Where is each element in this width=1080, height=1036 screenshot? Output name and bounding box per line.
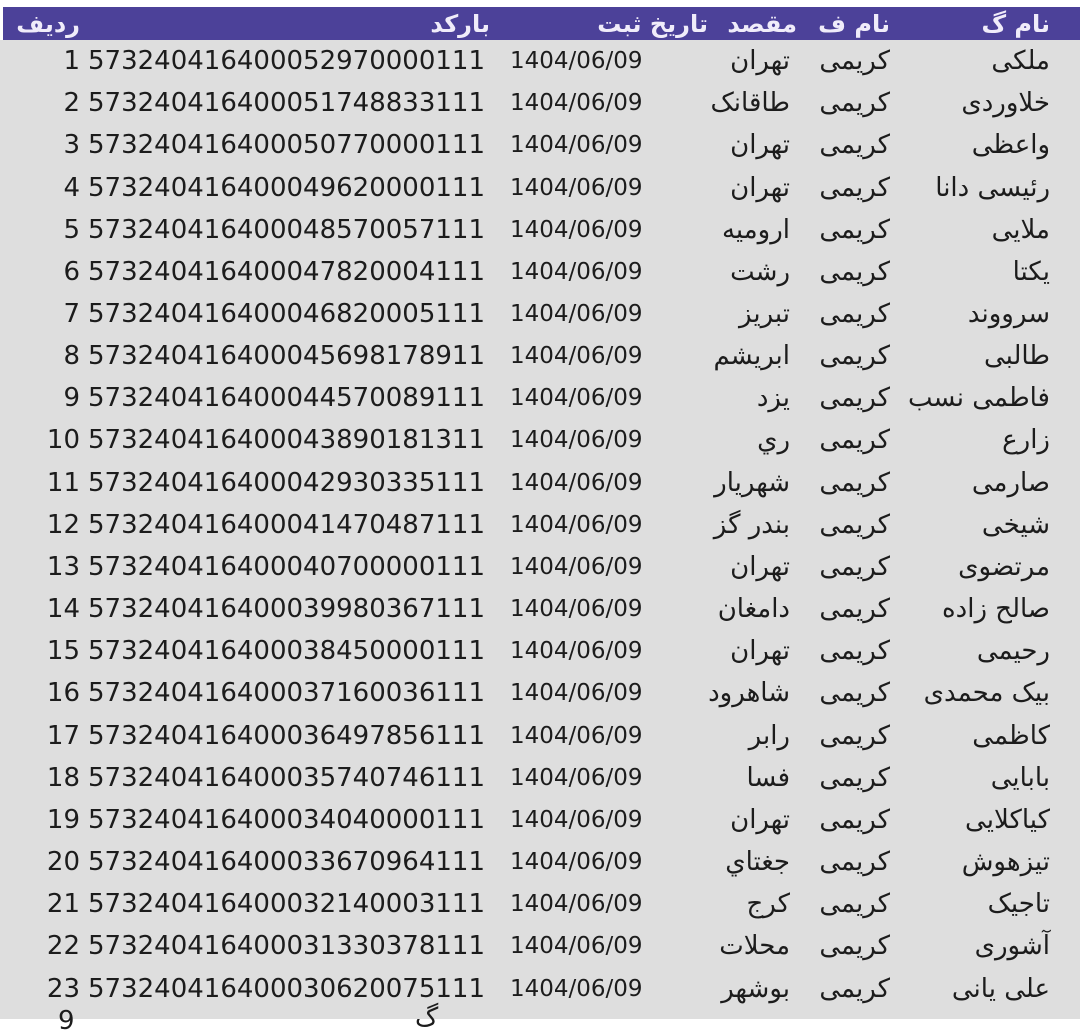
- first-name-cell: کریمی: [819, 299, 890, 330]
- row-number-cell: 16: [46, 678, 80, 709]
- table-header: [0, 7, 1080, 40]
- top-margin-strip: [0, 0, 1080, 7]
- family-name-cell: رئیسی دانا: [935, 172, 1050, 203]
- first-name-cell: کریمی: [819, 804, 890, 835]
- destination-cell: تهران: [730, 804, 790, 835]
- row-number-cell: 11: [46, 467, 80, 498]
- destination-cell: تهران: [730, 551, 790, 582]
- register-date-cell: 1404/06/09: [510, 511, 643, 538]
- row-number-cell: 10: [46, 425, 80, 456]
- table-row[interactable]: [0, 293, 1080, 335]
- destination-cell: شاهرود: [708, 678, 790, 709]
- destination-cell: طاقانک: [710, 88, 790, 119]
- first-name-cell: کریمی: [819, 383, 890, 414]
- header-left-gap: [0, 7, 3, 40]
- first-name-cell: کریمی: [819, 341, 890, 372]
- row-number-cell: 17: [46, 720, 80, 751]
- row-number-cell: 21: [46, 889, 80, 920]
- destination-cell: رابر: [748, 720, 790, 751]
- destination-cell: محلات: [719, 931, 790, 962]
- destination-cell: ري: [757, 425, 790, 456]
- barcode-cell: 573240416400051748833111: [88, 88, 486, 119]
- barcode-cell: 573240416400047820004111: [88, 256, 486, 287]
- table-row[interactable]: [0, 335, 1080, 377]
- family-name-cell: فاطمی نسب: [908, 383, 1050, 414]
- header-first-name[interactable]: نام ف: [812, 7, 902, 40]
- family-name-cell: ملایی: [991, 214, 1050, 245]
- family-name-cell: مرتضوی: [958, 551, 1050, 582]
- first-name-cell: کریمی: [819, 256, 890, 287]
- family-name-cell: تاجیک: [987, 889, 1050, 920]
- row-number-cell: 8: [63, 341, 80, 372]
- table-row[interactable]: [0, 209, 1080, 251]
- register-date-cell: 1404/06/09: [510, 553, 643, 580]
- table-row[interactable]: [0, 883, 1080, 925]
- family-name-cell: کیاکلایی: [965, 804, 1050, 835]
- barcode-cell: 573240416400050770000111: [88, 130, 486, 161]
- destination-cell: رشت: [730, 256, 790, 287]
- first-name-cell: کریمی: [819, 594, 890, 625]
- destination-cell: ابریشم: [713, 341, 790, 372]
- register-date-cell: 1404/06/09: [510, 638, 643, 665]
- shipments-table-area: [0, 7, 1080, 1036]
- table-row[interactable]: [0, 588, 1080, 630]
- family-name-cell: رحیمی: [976, 636, 1050, 667]
- register-date-cell: 1404/06/09: [510, 427, 643, 454]
- register-date-cell: 1404/06/09: [510, 385, 643, 412]
- row-number-cell: 22: [46, 931, 80, 962]
- destination-cell: تهران: [730, 130, 790, 161]
- table-row[interactable]: [0, 841, 1080, 883]
- barcode-cell: 573240416400036497856111: [88, 720, 486, 751]
- first-name-cell: کریمی: [819, 467, 890, 498]
- first-name-cell: کریمی: [819, 425, 890, 456]
- destination-cell: تهران: [730, 46, 790, 77]
- table-row[interactable]: [0, 82, 1080, 124]
- first-name-cell: کریمی: [819, 636, 890, 667]
- partial-row-number-fragment: 9: [58, 1006, 75, 1036]
- row-number-cell: 5: [63, 214, 80, 245]
- table-row[interactable]: [0, 630, 1080, 672]
- register-date-cell: 1404/06/09: [510, 680, 643, 707]
- register-date-cell: 1404/06/09: [510, 806, 643, 833]
- barcode-cell: 573240416400033670964111: [88, 847, 486, 878]
- row-number-cell: 2: [63, 88, 80, 119]
- table-row[interactable]: [0, 715, 1080, 757]
- first-name-cell: کریمی: [819, 130, 890, 161]
- register-date-cell: 1404/06/09: [510, 933, 643, 960]
- table-row[interactable]: [0, 757, 1080, 799]
- register-date-cell: 1404/06/09: [510, 596, 643, 623]
- register-date-cell: 1404/06/09: [510, 722, 643, 749]
- table-body: [0, 40, 1080, 1010]
- barcode-cell: 573240416400048570057111: [88, 214, 486, 245]
- barcode-cell: 573240416400045698178911: [88, 341, 486, 372]
- register-date-cell: 1404/06/09: [510, 891, 643, 918]
- family-name-cell: طالبی: [983, 341, 1050, 372]
- first-name-cell: کریمی: [819, 172, 890, 203]
- register-date-cell: 1404/06/09: [510, 764, 643, 791]
- family-name-cell: صارمی: [971, 467, 1050, 498]
- destination-cell: جغتاي: [725, 847, 790, 878]
- first-name-cell: کریمی: [819, 720, 890, 751]
- table-row[interactable]: [0, 672, 1080, 714]
- row-number-cell: 13: [46, 551, 80, 582]
- shipments-table: [0, 7, 1080, 1010]
- family-name-cell: تیزهوش: [961, 847, 1050, 878]
- header-row: [0, 7, 1080, 40]
- table-row[interactable]: [0, 799, 1080, 841]
- table-row[interactable]: [0, 40, 1080, 82]
- family-name-cell: کاظمی: [972, 720, 1050, 751]
- table-row[interactable]: [0, 462, 1080, 504]
- row-number-cell: 23: [46, 973, 80, 1004]
- row-number-cell: 9: [63, 383, 80, 414]
- family-name-cell: یکتا: [1012, 256, 1050, 287]
- row-number-cell: 1: [63, 46, 80, 77]
- register-date-cell: 1404/06/09: [510, 174, 643, 201]
- header-family-name[interactable]: نام گ: [902, 7, 1080, 40]
- register-date-cell: 1404/06/09: [510, 48, 643, 75]
- family-name-cell: بیک محمدی: [923, 678, 1050, 709]
- table-row[interactable]: [0, 251, 1080, 293]
- header-destination[interactable]: مقصد: [710, 7, 812, 40]
- first-name-cell: کریمی: [819, 973, 890, 1004]
- table-row[interactable]: [0, 419, 1080, 461]
- register-date-cell: 1404/06/09: [510, 343, 643, 370]
- register-date-cell: 1404/06/09: [510, 216, 643, 243]
- barcode-cell: 573240416400040700000111: [88, 551, 486, 582]
- barcode-cell: 573240416400038450000111: [88, 636, 486, 667]
- row-number-cell: 12: [46, 509, 80, 540]
- table-row[interactable]: [0, 124, 1080, 166]
- row-number-cell: 6: [63, 256, 80, 287]
- register-date-cell: 1404/06/09: [510, 90, 643, 117]
- first-name-cell: کریمی: [819, 931, 890, 962]
- barcode-cell: 573240416400043890181311: [88, 425, 486, 456]
- family-name-cell: خلاوردی: [961, 88, 1050, 119]
- destination-cell: تهران: [730, 636, 790, 667]
- barcode-cell: 573240416400031330378111: [88, 931, 486, 962]
- first-name-cell: کریمی: [819, 214, 890, 245]
- first-name-cell: کریمی: [819, 509, 890, 540]
- barcode-cell: 573240416400035740746111: [88, 762, 486, 793]
- destination-cell: تهران: [730, 172, 790, 203]
- row-number-cell: 15: [46, 636, 80, 667]
- register-date-cell: 1404/06/09: [510, 975, 643, 1002]
- header-barcode[interactable]: بارکد: [85, 7, 495, 40]
- family-name-cell: واعظی: [971, 130, 1050, 161]
- first-name-cell: کریمی: [819, 551, 890, 582]
- table-row[interactable]: [0, 546, 1080, 588]
- header-row-number[interactable]: ردیف: [0, 7, 85, 40]
- barcode-cell: 573240416400044570089111: [88, 383, 486, 414]
- family-name-cell: ملکی: [991, 46, 1050, 77]
- table-row[interactable]: [0, 166, 1080, 208]
- table-row[interactable]: [0, 925, 1080, 967]
- row-number-cell: 20: [46, 847, 80, 878]
- destination-cell: ارومیه: [721, 214, 790, 245]
- first-name-cell: کریمی: [819, 847, 890, 878]
- table-row[interactable]: [0, 967, 1080, 1009]
- destination-cell: یزد: [756, 383, 790, 414]
- barcode-cell: 573240416400032140003111: [88, 889, 486, 920]
- register-date-cell: 1404/06/09: [510, 258, 643, 285]
- destination-cell: کرج: [746, 889, 790, 920]
- barcode-cell: 573240416400030620075111: [88, 973, 486, 1004]
- row-number-cell: 4: [63, 172, 80, 203]
- row-number-cell: 3: [63, 130, 80, 161]
- register-date-cell: 1404/06/09: [510, 849, 643, 876]
- barcode-cell: 573240416400041470487111: [88, 509, 486, 540]
- header-register-date[interactable]: تاریخ ثبت: [495, 7, 710, 40]
- register-date-cell: 1404/06/09: [510, 469, 643, 496]
- row-number-cell: 19: [46, 804, 80, 835]
- register-date-cell: 1404/06/09: [510, 132, 643, 159]
- barcode-cell: 573240416400034040000111: [88, 804, 486, 835]
- destination-cell: شهریار: [714, 467, 790, 498]
- row-number-cell: 14: [46, 594, 80, 625]
- family-name-cell: زارع: [1002, 425, 1050, 456]
- partial-row-text-fragment: گ: [415, 1003, 439, 1033]
- destination-cell: بندر گز: [713, 509, 790, 540]
- family-name-cell: شیخی: [981, 509, 1050, 540]
- barcode-cell: 573240416400042930335111: [88, 467, 486, 498]
- first-name-cell: کریمی: [819, 46, 890, 77]
- row-number-cell: 7: [63, 299, 80, 330]
- family-name-cell: علی یانی: [951, 973, 1050, 1004]
- barcode-cell: 573240416400039980367111: [88, 594, 486, 625]
- row-number-cell: 18: [46, 762, 80, 793]
- family-name-cell: آشوری: [974, 931, 1050, 962]
- destination-cell: بوشهر: [721, 973, 790, 1004]
- table-row[interactable]: [0, 504, 1080, 546]
- first-name-cell: کریمی: [819, 762, 890, 793]
- barcode-cell: 573240416400052970000111: [88, 46, 486, 77]
- destination-cell: فسا: [746, 762, 790, 793]
- first-name-cell: کریمی: [819, 889, 890, 920]
- barcode-cell: 573240416400037160036111: [88, 678, 486, 709]
- first-name-cell: کریمی: [819, 678, 890, 709]
- barcode-cell: 573240416400046820005111: [88, 299, 486, 330]
- destination-cell: تبریز: [738, 299, 790, 330]
- destination-cell: دامغان: [717, 594, 790, 625]
- barcode-cell: 573240416400049620000111: [88, 172, 486, 203]
- table-row[interactable]: [0, 377, 1080, 419]
- family-name-cell: سرووند: [967, 299, 1050, 330]
- family-name-cell: صالح زاده: [942, 594, 1050, 625]
- first-name-cell: کریمی: [819, 88, 890, 119]
- register-date-cell: 1404/06/09: [510, 301, 643, 328]
- family-name-cell: بابایی: [990, 762, 1050, 793]
